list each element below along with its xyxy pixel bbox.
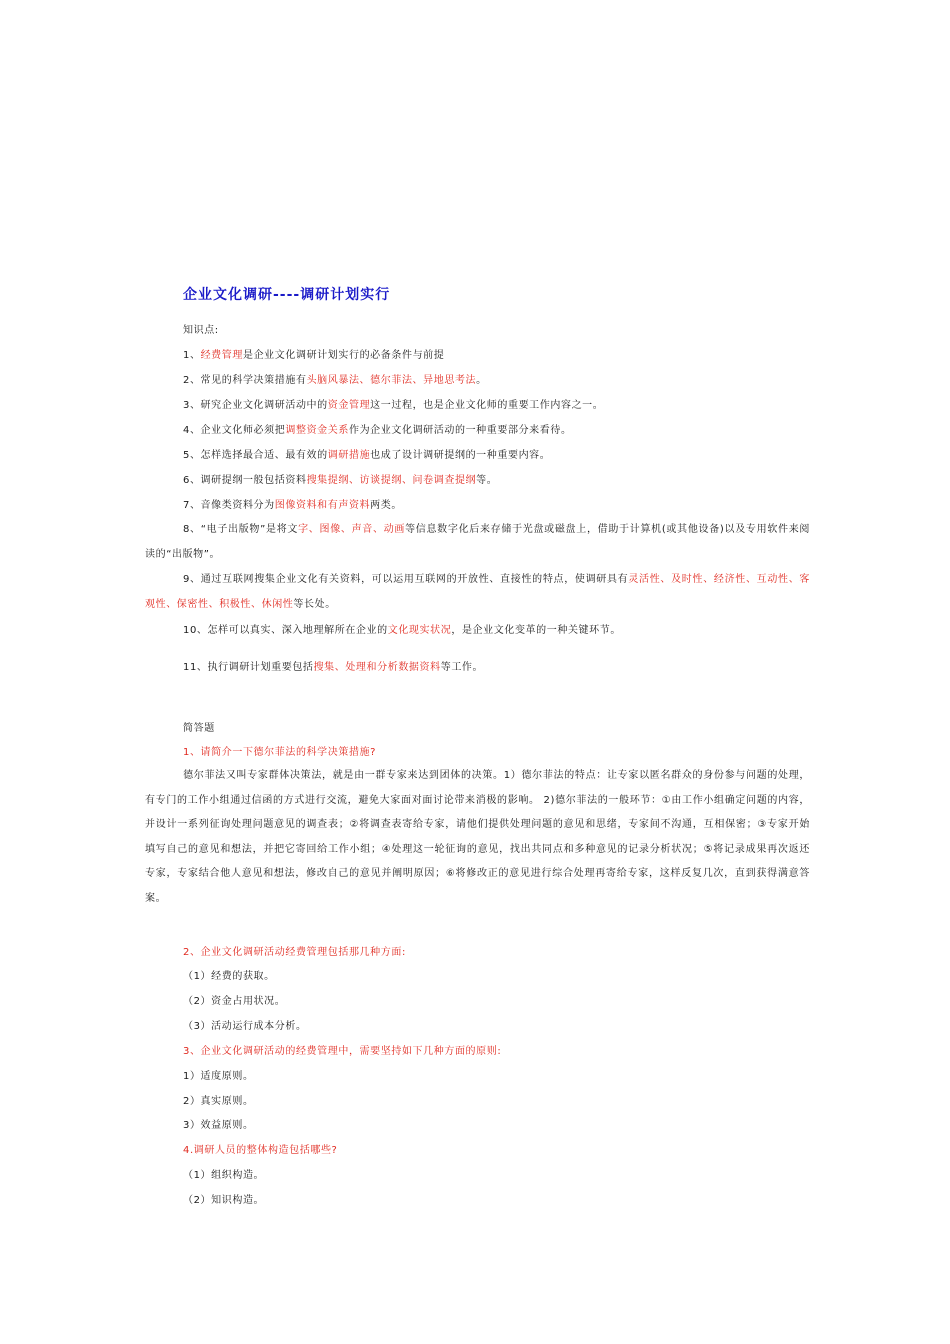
- answer-4-item-2: （2）知识构造。: [183, 1195, 265, 1206]
- point-1-highlight: 经费管理: [200, 350, 243, 361]
- answer-3-item-2: 2）真实原则。: [183, 1096, 254, 1107]
- point-3-highlight: 资金管理: [327, 400, 371, 411]
- point-3: 3、研究企业文化调研活动中的资金管理这一过程，也是企业文化师的重要工作内容之一。: [183, 400, 604, 411]
- answer-1: 德尔菲法又叫专家群体决策法，就是由一群专家来达到团体的决策。1）德尔菲法的特点：让专家以匿名群众的身份参与问题的处理，有专门的工作小组通过信函的方式进行交流，避免大家面对面讨论带来消极的影响。 2)德尔菲法的一般环节：①由工作小组确定问题的内容，并设计一系列征询处理问题意见的调查表；②将调查表寄给专家，请他们提供处理问题的意见和思绪，专家间不沟通，互相保密；③专家开始填写自己的意见和想法，并把它寄回给工作小组；④处理这一轮征询的意见，找出共同点和多种意见的记录分析状况；⑤将记录成果再次返还专家，专家结合他人意见和想法，修改自己的意见并阐明原因；⑥将修改正的意见进行综合处理再寄给专家，这样反复几次，直到获得满意答案。: [145, 770, 810, 904]
- point-7-highlight: 图像资料和有声资料: [274, 500, 371, 511]
- point-11: 11、执行调研计划重要包括搜集、处理和分析数据资料等工作。: [183, 662, 484, 673]
- question-3: 3、企业文化调研活动的经费管理中，需要坚持如下几种方面的原则:: [183, 1046, 502, 1057]
- point-9-highlight: 灵活性、及时性、经济性、互动性、客观性、保密性、积极性、休闲性: [145, 574, 811, 610]
- point-10-highlight: 文化现实状况: [387, 625, 452, 636]
- point-5-highlight: 调研措施: [327, 450, 371, 461]
- answer-2-item-2: （2）资金占用状况。: [183, 996, 286, 1007]
- point-4: 4、企业文化师必须把调整资金关系作为企业文化调研活动的一种重要部分来看待。: [183, 425, 572, 436]
- point-4-highlight: 调整资金关系: [285, 425, 349, 436]
- point-2-highlight: 头脑风暴法、德尔菲法、异地思考法: [306, 375, 477, 386]
- point-1: 1、经费管理是企业文化调研计划实行的必备条件与前提: [183, 350, 445, 361]
- point-7: 7、音像类资料分为图像资料和有声资料两类。: [183, 500, 402, 511]
- question-4: 4.调研人员的整体构造包括哪些?: [183, 1145, 338, 1156]
- answer-3-item-1: 1）适度原则。: [183, 1071, 254, 1082]
- point-10: 10、怎样可以真实、深入地理解所在企业的文化现实状况，是企业文化变革的一种关键环节。: [183, 625, 621, 636]
- answer-3-item-3: 3）效益原则。: [183, 1120, 254, 1131]
- question-2: 2、企业文化调研活动经费管理包括那几种方面:: [183, 947, 406, 958]
- point-6-highlight: 搜集提纲、访谈提纲、问卷调查提纲: [306, 475, 477, 486]
- point-8-highlight: 字、图像、声音、动画: [298, 524, 406, 535]
- point-5: 5、怎样选择最合适、最有效的调研措施也成了设计调研提纲的一种重要内容。: [183, 450, 551, 461]
- knowledge-heading: 知识点:: [183, 325, 219, 336]
- short-answer-heading: 简答题: [183, 723, 215, 734]
- point-11-highlight: 搜集、处理和分析数据资料: [313, 662, 441, 673]
- point-8: 8、“电子出版物”是将文字、图像、声音、动画等信息数字化后来存储于光盘或磁盘上，借助于计算机(或其他设备)以及专用软件来阅读的“出版物”。: [145, 524, 811, 560]
- point-9: 9、通过互联网搜集企业文化有关资料，可以运用互联网的开放性、直接性的特点，使调研具有灵活性、及时性、经济性、互动性、客观性、保密性、积极性、休闲性等长处。: [145, 574, 811, 610]
- question-1: 1、请简介一下德尔菲法的科学决策措施?: [183, 747, 377, 758]
- answer-2-item-1: （1）经费的获取。: [183, 971, 275, 982]
- document-title: 企业文化调研----调研计划实行: [183, 287, 391, 303]
- point-6: 6、调研提纲一般包括资料搜集提纲、访谈提纲、问卷调查提纲等。: [183, 475, 498, 486]
- point-2: 2、常见的科学决策措施有头脑风暴法、德尔菲法、异地思考法。: [183, 375, 487, 386]
- answer-2-item-3: （3）活动运行成本分析。: [183, 1021, 307, 1032]
- answer-4-item-1: （1）组织构造。: [183, 1170, 265, 1181]
